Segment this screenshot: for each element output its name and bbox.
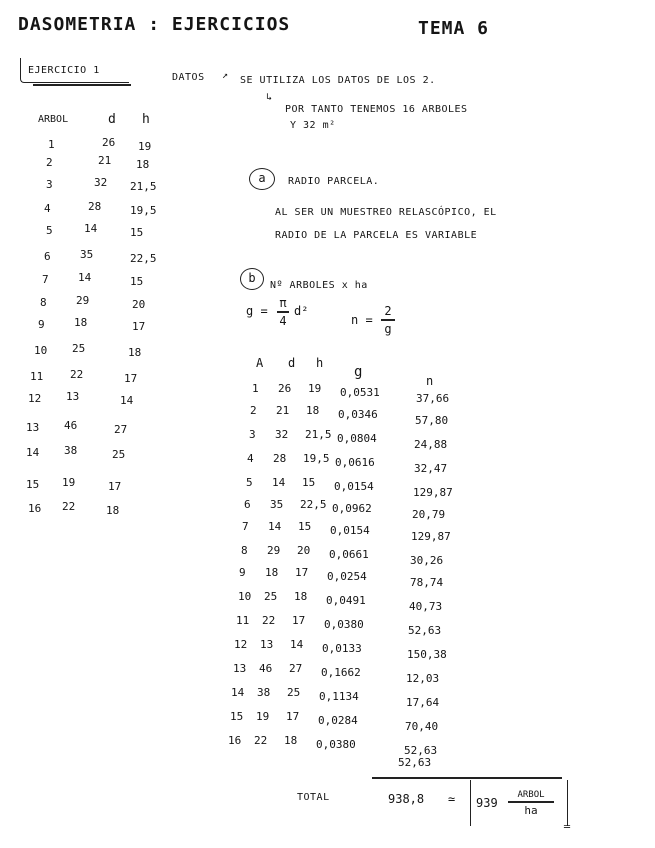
right-table-cell: 18 <box>294 590 308 603</box>
left-table-cell: 29 <box>76 294 90 307</box>
right-table-cell: 25 <box>264 590 278 603</box>
approx-symbol: ≃ <box>448 792 456 806</box>
right-table-cell: 0,0616 <box>335 456 375 469</box>
right-table-cell: 78,74 <box>410 576 444 589</box>
right-table-cell: 17 <box>286 710 300 723</box>
left-table-cell: 22,5 <box>130 252 157 265</box>
right-table-cell: 19 <box>308 382 322 395</box>
right-table-cell: 0,0284 <box>318 714 358 727</box>
right-table-cell: 0,0531 <box>340 386 380 399</box>
left-table-cell: 4 <box>44 202 51 215</box>
right-table-cell: 13 <box>233 662 247 675</box>
right-table-cell: 22,5 <box>300 498 327 511</box>
right-table-cell: 14 <box>268 520 282 533</box>
right-table-cell: 22 <box>262 614 276 627</box>
left-table-cell: 28 <box>88 200 102 213</box>
total-result: 939 <box>476 796 498 810</box>
right-table-cell: 10 <box>238 590 252 603</box>
formula-g-lhs: g = <box>246 304 268 318</box>
right-table-cell: 32,47 <box>414 462 448 475</box>
right-table-cell: 150,38 <box>407 648 447 661</box>
formula-g-numerator: π <box>279 296 287 310</box>
right-table-cell: 38 <box>257 686 271 699</box>
right-table-cell: 14 <box>290 638 304 651</box>
left-table-cell: 21,5 <box>130 180 157 193</box>
right-table-cell: 25 <box>287 686 301 699</box>
right-table-cell: 24,88 <box>414 438 448 451</box>
right-table-cell: 26 <box>278 382 292 395</box>
left-table-cell: 27 <box>114 423 128 436</box>
left-table-cell: 15 <box>130 226 144 239</box>
formula-g-fraction <box>277 296 289 328</box>
right-table-cell: 15 <box>302 476 316 489</box>
left-table-cell: 18 <box>128 346 142 359</box>
right-table-cell: 27 <box>289 662 303 675</box>
right-table-cell: 0,1662 <box>321 666 361 679</box>
right-table-cell: 20,79 <box>412 508 446 521</box>
left-table-cell: 19,5 <box>130 204 157 217</box>
right-table-cell: 17,64 <box>406 696 440 709</box>
formula-n-lhs: n = <box>351 313 373 327</box>
right-table-cell: 40,73 <box>409 600 443 613</box>
left-table-header-cell: ARBOL <box>38 114 69 125</box>
right-table-cell: 2 <box>250 404 257 417</box>
part-a-marker: a <box>249 168 275 190</box>
left-table-cell: 2 <box>46 156 53 169</box>
part-a-title: RADIO PARCELA. <box>288 176 380 187</box>
formula-g-denominator: 4 <box>279 313 287 328</box>
right-table-cell: 1 <box>252 382 259 395</box>
right-table-cell: 32 <box>275 428 289 441</box>
right-table-cell: 0,0804 <box>337 432 377 445</box>
topic-label: TEMA 6 <box>418 18 490 39</box>
left-table-cell: 18 <box>74 316 88 329</box>
formula-g-rhs: d² <box>294 304 309 318</box>
right-table-cell: 15 <box>298 520 312 533</box>
right-table-cell: 129,87 <box>411 530 451 543</box>
right-table-cell: 52,63 <box>398 756 432 769</box>
right-table-cell: 12 <box>234 638 248 651</box>
right-table-cell: 9 <box>239 566 246 579</box>
left-table-cell: 46 <box>64 419 78 432</box>
right-table-cell: 129,87 <box>413 486 453 499</box>
left-table-cell: 5 <box>46 224 53 237</box>
datos-line-1: SE UTILIZA LOS DATOS DE LOS 2. <box>240 75 436 86</box>
right-table-cell: 17 <box>292 614 306 627</box>
right-table-cell: 0,0491 <box>326 594 366 607</box>
right-table-cell: 0,0661 <box>329 548 369 561</box>
left-table-cell: 7 <box>42 273 49 286</box>
total-label: TOTAL <box>297 792 330 803</box>
right-table-cell: 13 <box>260 638 274 651</box>
right-table-cell: 0,0962 <box>332 502 372 515</box>
total-value: 938,8 <box>388 792 425 806</box>
left-table-cell: 32 <box>94 176 108 189</box>
left-table-cell: 20 <box>132 298 146 311</box>
right-table-cell: 0,0346 <box>338 408 378 421</box>
right-table-header-cell: d <box>288 356 296 370</box>
formula-n-denominator: g <box>384 321 392 336</box>
left-table-cell: 38 <box>64 444 78 457</box>
right-table-header-cell: n <box>426 374 434 388</box>
right-table-cell: 4 <box>247 452 254 465</box>
right-table-cell: 21 <box>276 404 290 417</box>
right-table-cell: 52,63 <box>404 744 438 757</box>
right-table-cell: 11 <box>236 614 250 627</box>
left-table-cell: 26 <box>102 136 116 149</box>
right-table-cell: 0,0133 <box>322 642 362 655</box>
right-table-cell: 19 <box>256 710 270 723</box>
right-table-header-cell: g <box>354 364 363 380</box>
right-table-cell: 30,26 <box>410 554 444 567</box>
left-table-cell: 11 <box>30 370 44 383</box>
right-table-cell: 5 <box>246 476 253 489</box>
right-table-cell: 21,5 <box>305 428 332 441</box>
left-table-cell: 3 <box>46 178 53 191</box>
left-table-cell: 35 <box>80 248 94 261</box>
right-table-cell: 46 <box>259 662 273 675</box>
result-unit-numerator: ARBOL <box>517 790 545 800</box>
left-table-cell: 14 <box>78 271 92 284</box>
left-table-cell: 18 <box>136 158 150 171</box>
right-table-cell: 6 <box>244 498 251 511</box>
left-table-cell: 14 <box>120 394 134 407</box>
right-table-header-cell: A <box>256 356 264 370</box>
right-table-cell: 0,0154 <box>334 480 374 493</box>
right-table-cell: 57,80 <box>415 414 449 427</box>
left-table-cell: 15 <box>26 478 40 491</box>
left-table-cell: 12 <box>28 392 42 405</box>
right-table-cell: 0,0380 <box>324 618 364 631</box>
left-table-cell: 16 <box>28 502 42 515</box>
right-table-cell: 17 <box>295 566 309 579</box>
arrow-icon: ↗ <box>222 70 229 81</box>
right-table-header-cell: h <box>316 356 324 370</box>
left-table-cell: 22 <box>70 368 84 381</box>
left-table-cell: 22 <box>62 500 76 513</box>
right-table-cell: 0,0380 <box>316 738 356 751</box>
left-table-cell: 17 <box>108 480 122 493</box>
left-table-cell: 1 <box>48 138 55 151</box>
right-table-cell: 22 <box>254 734 268 747</box>
right-table-cell: 35 <box>270 498 284 511</box>
left-table-cell: 19 <box>62 476 76 489</box>
formula-n-numerator: 2 <box>384 304 392 318</box>
right-table-cell: 0,1134 <box>319 690 359 703</box>
datos-label: DATOS <box>172 72 205 83</box>
left-table-cell: 13 <box>26 421 40 434</box>
right-table-cell: 0,0254 <box>327 570 367 583</box>
formula-n-fraction <box>381 304 395 336</box>
right-table-cell: 29 <box>267 544 281 557</box>
right-table-cell: 14 <box>231 686 245 699</box>
left-table-cell: 14 <box>26 446 40 459</box>
part-b-marker: b <box>240 268 264 290</box>
double-underline-mark: ═ <box>564 822 571 833</box>
left-table-cell: 25 <box>72 342 86 355</box>
part-a-text-2: RADIO DE LA PARCELA ES VARIABLE <box>275 230 478 241</box>
left-table-cell: 18 <box>106 504 120 517</box>
total-rule <box>372 777 562 779</box>
right-table-cell: 70,40 <box>405 720 439 733</box>
right-table-cell: 20 <box>297 544 311 557</box>
left-table-cell: 10 <box>34 344 48 357</box>
right-table-cell: 28 <box>273 452 287 465</box>
left-table-cell: 21 <box>98 154 112 167</box>
datos-line-3: Y 32 m² <box>290 120 336 131</box>
left-table-cell: 6 <box>44 250 51 263</box>
exercise-label: EJERCICIO 1 <box>28 65 100 76</box>
left-table-header-cell: h <box>142 112 150 127</box>
exercise-underline <box>33 84 131 86</box>
result-unit-denominator: ha <box>524 803 538 817</box>
right-table-cell: 52,63 <box>408 624 442 637</box>
right-table-cell: 0,0154 <box>330 524 370 537</box>
right-table-cell: 16 <box>228 734 242 747</box>
right-table-cell: 18 <box>265 566 279 579</box>
left-table-cell: 17 <box>132 320 146 333</box>
datos-line-2: POR TANTO TENEMOS 16 ARBOLES <box>285 104 468 115</box>
right-table-cell: 3 <box>249 428 256 441</box>
right-table-cell: 15 <box>230 710 244 723</box>
part-a-text-1: AL SER UN MUESTREO RELASCÓPICO, EL <box>275 207 497 218</box>
left-table-cell: 25 <box>112 448 126 461</box>
left-table-cell: 15 <box>130 275 144 288</box>
left-table-cell: 19 <box>138 140 152 153</box>
right-table-cell: 18 <box>306 404 320 417</box>
arrow-down-right-icon: ↳ <box>266 92 273 103</box>
right-table-cell: 14 <box>272 476 286 489</box>
part-b-title: Nº ARBOLES x ha <box>270 280 368 291</box>
right-table-cell: 37,66 <box>416 392 450 405</box>
left-table-cell: 9 <box>38 318 45 331</box>
left-table-header-cell: d <box>108 112 116 127</box>
right-table-cell: 7 <box>242 520 249 533</box>
left-table-cell: 17 <box>124 372 138 385</box>
left-table-cell: 13 <box>66 390 80 403</box>
right-table-cell: 8 <box>241 544 248 557</box>
right-table-cell: 12,03 <box>406 672 440 685</box>
left-table-cell: 8 <box>40 296 47 309</box>
page-title: DASOMETRIA : EJERCICIOS <box>18 14 291 35</box>
left-table-cell: 14 <box>84 222 98 235</box>
result-unit-fraction <box>508 790 554 817</box>
right-table-cell: 18 <box>284 734 298 747</box>
right-table-cell: 19,5 <box>303 452 330 465</box>
